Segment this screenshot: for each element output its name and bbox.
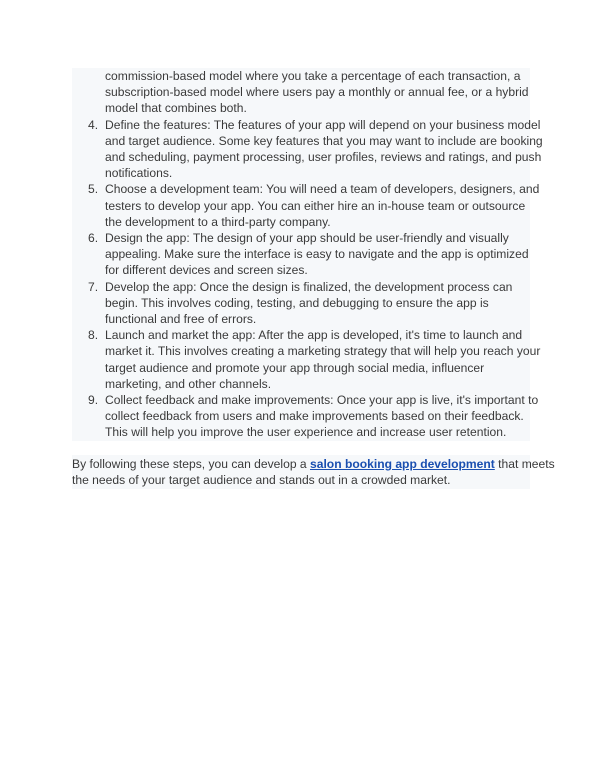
list-item-step-8	[72, 327, 541, 392]
step-number: 9.	[88, 393, 99, 408]
step-line: target audience and promote your app through social media, influencer	[105, 360, 485, 375]
steps-list	[72, 117, 543, 441]
step-line: This will help you improve the user experience and increase user retention.	[105, 425, 507, 440]
closing-line-2: the needs of your target audience and stands out in a crowded market.	[72, 472, 451, 487]
numbered-list-block	[72, 68, 543, 441]
step-line: notifications.	[105, 166, 173, 181]
step-line: Launch and market the app: After the app is developed, it's time to launch and	[105, 328, 523, 343]
closing-text-after-link: that meets	[494, 456, 555, 471]
intro-line: model that combines both.	[105, 101, 247, 116]
step-line: Develop the app: Once the design is finalized, the development process can	[105, 279, 513, 294]
document-page	[72, 68, 555, 489]
closing-text-before-link: By following these steps, you can develop a	[72, 456, 310, 471]
step-number: 4.	[88, 117, 99, 132]
step-line: testers to develop your app. You can either hire an in-house team or outsource	[105, 198, 526, 213]
step-line: for different devices and screen sizes.	[105, 263, 308, 278]
step-line: Collect feedback and make improvements: Once your app is live, it's important to	[105, 393, 539, 408]
step-number: 8.	[88, 328, 99, 343]
step-line: appealing. Make sure the interface is easy to navigate and the app is optimized	[105, 247, 529, 262]
step-line: functional and free of errors.	[105, 312, 257, 327]
intro-line: subscription-based model where users pay a monthly or annual fee, or a hybrid	[105, 85, 529, 100]
list-item-step-4	[72, 117, 543, 182]
step-line: market it. This involves creating a marketing strategy that will help you reach your	[105, 344, 541, 359]
list-item-step-5	[72, 181, 540, 230]
step-line: begin. This involves coding, testing, and debugging to ensure the app is	[105, 295, 489, 310]
closing-paragraph	[72, 455, 555, 489]
step-line: and scheduling, payment processing, user profiles, reviews and ratings, and push	[105, 150, 542, 165]
step-number: 5.	[88, 182, 99, 197]
step-number: 7.	[88, 279, 99, 294]
step-line: Design the app: The design of your app should be user-friendly and visually	[105, 231, 509, 246]
step-line: Define the features: The features of your app will depend on your business model	[105, 117, 541, 132]
step-line: the development to a third-party company.	[105, 214, 331, 229]
step-line: collect feedback from users and make improvements based on their feedback.	[105, 409, 524, 424]
step-line: and target audience. Some key features that you may want to include are booking	[105, 133, 543, 148]
list-item-step-7	[72, 279, 530, 328]
step-number: 6.	[88, 231, 99, 246]
list-item-step-9	[72, 392, 539, 441]
intro-line: commission-based model where you take a percentage of each transaction, a	[105, 69, 521, 83]
step-line: Choose a development team: You will need a team of developers, designers, and	[105, 182, 540, 197]
salon-booking-app-development-link[interactable]: salon booking app development	[310, 456, 495, 471]
closing-line-1	[72, 456, 555, 472]
intro-continuation	[72, 68, 530, 117]
list-item-step-6	[72, 230, 530, 279]
step-line: marketing, and other channels.	[105, 376, 272, 391]
